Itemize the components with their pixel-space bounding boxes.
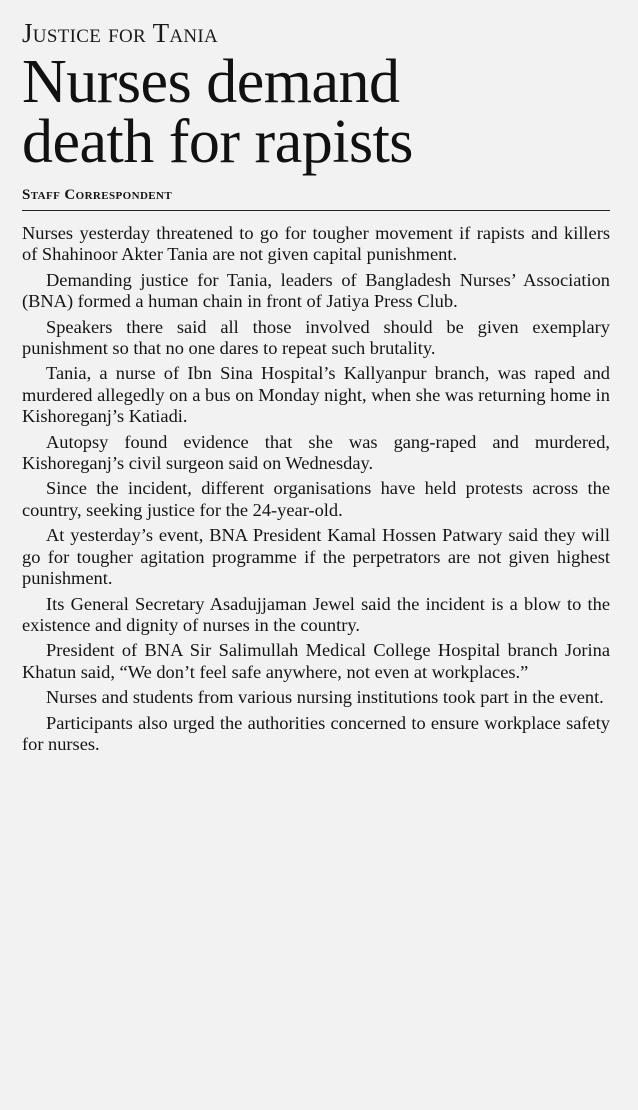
paragraph-1: Nurses yesterday threatened to go for tougher movement if rapists and killers of Shahinoor Akter Tania are not given capital punishment. [22,223,610,265]
paragraph-2: Demanding justice for Tania, leaders of Bangladesh Nurses’ Association (BNA) formed a human chain in front of Jatiya Press Club. [22,269,610,312]
byline-divider [22,210,610,211]
paragraph-5: Autopsy found evidence that she was gang-raped and murdered, Kishoreganj’s civil surgeon said on Wednesday. [22,431,610,474]
headline-line-2: death for rapists [22,108,413,176]
paragraph-7: At yesterday’s event, BNA President Kamal Hossen Patwary said they will go for tougher agitation programme if the perpetrators are not given highest punishment. [22,525,610,589]
article-headline [22,48,614,176]
paragraph-10: Nurses and students from various nursing institutions took part in the event. [46,687,604,708]
paragraph-3: Speakers there said all those involved should be given exemplary punishment so that no one dares to repeat such brutality. [22,316,610,359]
headline-line-1: Nurses demand [22,48,400,116]
article-kicker: Justice for Tania [22,18,219,48]
paragraph-6: Since the incident, different organisations have held protests across the country, seeking justice for the 24-year-old. [22,478,610,520]
paragraph-11: Participants also urged the authorities concerned to ensure workplace safety for nurses. [22,712,610,754]
article-body [22,223,610,755]
paragraph-4: Tania, a nurse of Ibn Sina Hospital’s Kallyanpur branch, was raped and murdered allegedly on a bus on Monday night, when she was returning home in Kishoreganj’s Katiadi. [22,363,610,427]
paragraph-9: President of BNA Sir Salimullah Medical College Hospital branch Jorina Khatun said, “We don’t feel safe anywhere, not even at workplaces.” [22,640,610,682]
article-byline: Staff Correspondent [22,187,173,203]
paragraph-8: Its General Secretary Asadujjaman Jewel said the incident is a blow to the existence and dignity of nurses in the country. [22,593,610,635]
